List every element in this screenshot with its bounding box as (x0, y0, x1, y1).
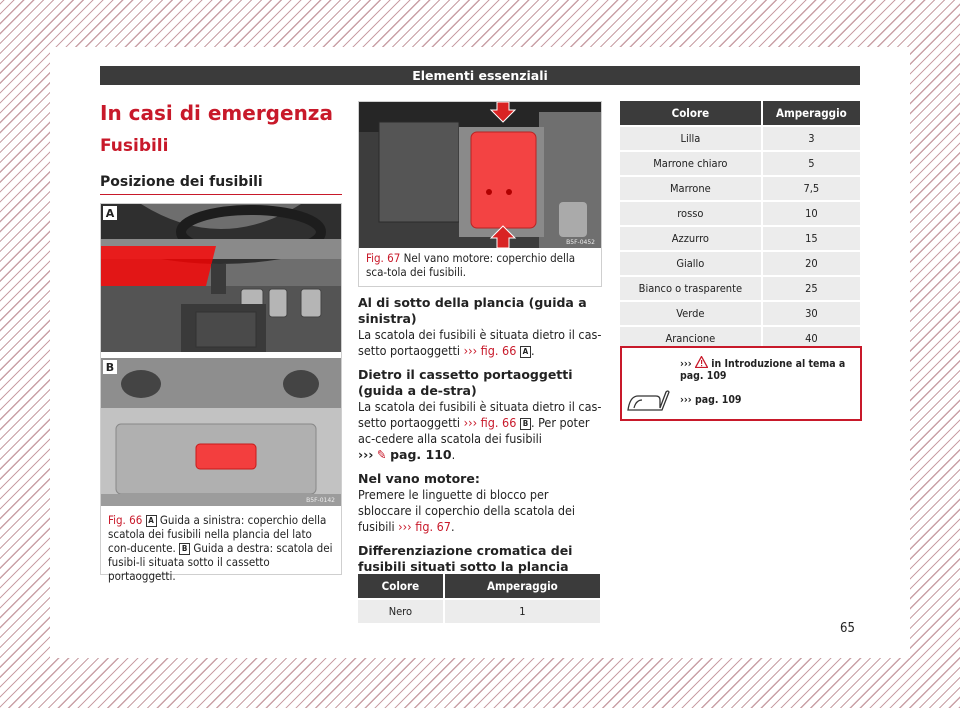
page-title: In casi di emergenza (100, 101, 333, 125)
section-heading-1: Al di sotto della plancia (guida a sinistra) (358, 295, 587, 326)
fuse-color-table-1 (358, 574, 600, 623)
note-ref-text: pag. 109 (694, 394, 742, 406)
table-row (620, 226, 860, 251)
ref-arrows: ››› (358, 447, 374, 462)
table-cell: 7,5 (762, 176, 860, 201)
table-cell: Nero (358, 599, 444, 623)
label-a-icon: A (520, 346, 531, 358)
page-number: 65 (840, 621, 855, 636)
section-header: Elementi essenziali (100, 66, 860, 85)
section-heading-3: Nel vano motore: (358, 471, 480, 486)
figure-67-caption (366, 251, 596, 279)
table-cell: 15 (762, 226, 860, 251)
figure-code: B5F-0142 (306, 497, 335, 504)
column-header: Colore (620, 101, 762, 126)
warning-triangle-icon (695, 356, 708, 368)
table-cell: Verde (620, 301, 762, 326)
table-row (620, 151, 860, 176)
fig-67-link[interactable]: fig. 67 (415, 519, 451, 534)
label-b-icon: B (520, 418, 531, 430)
table-cell: Azzurro (620, 226, 762, 251)
table-cell: 40 (762, 326, 860, 350)
column-header: Colore (358, 574, 444, 599)
table-row (358, 599, 600, 623)
section-title: Fusibili (100, 136, 169, 156)
panel-a-label: A (105, 207, 115, 220)
section-heading-4: Differenziazione cromatica dei fusibili situati sotto la plancia (358, 543, 573, 574)
section-heading-2: Dietro il cassetto portaoggetti (guida a de-stra) (358, 367, 573, 398)
paragraph: La scatola dei fusibili è situata dietro il cas-setto portaoggetti (358, 399, 602, 430)
table-cell: Bianco o trasparente (620, 276, 762, 301)
ref-arrows: ››› (680, 358, 692, 370)
table-cell: 25 (762, 276, 860, 301)
table-cell: 30 (762, 301, 860, 326)
ref-arrows: ››› (398, 519, 412, 534)
table-cell: 5 (762, 151, 860, 176)
cross-reference-box (620, 346, 862, 421)
heading-divider (100, 194, 342, 195)
ref-arrows: ››› (680, 394, 692, 406)
table-row (620, 176, 860, 201)
hand-note-icon: ✎ (377, 447, 387, 462)
table-cell: Marrone chiaro (620, 151, 762, 176)
figure-number: Fig. 67 (366, 251, 401, 265)
table-cell: rosso (620, 201, 762, 226)
table-cell: 20 (762, 251, 860, 276)
ref-arrows: ››› (463, 415, 478, 430)
warning-ref-text: in Introduzione al tema a pag. 109 (680, 358, 846, 382)
table-row (620, 201, 860, 226)
figure-67-illustration (359, 102, 601, 248)
paragraph: . Per poter ac-cedere alla scatola dei fusibili (358, 415, 590, 446)
caption-text: Nel vano motore: coperchio della sca-tola dei fusibili. (366, 251, 576, 279)
table-row (620, 276, 860, 301)
figure-66-illustration (101, 204, 341, 506)
page-110-link[interactable]: pag. 110 (390, 447, 452, 462)
column-header: Amperaggio (762, 101, 860, 126)
fuse-color-table-2 (620, 101, 860, 350)
subsection-title: Posizione dei fusibili (100, 174, 263, 190)
figure-code: B5F-0452 (566, 239, 595, 246)
table-cell: 1 (444, 599, 600, 623)
figure-66-caption (108, 513, 336, 583)
label-b-icon: B (179, 543, 190, 555)
body-text: Al di sotto della plancia (guida a sinistra) La scatola dei fusibili è situata dietro il cas-setto portaoggetti ››› fig. 66 A . Dietro il cassetto portaoggetti (guida a de-stra) La scatola dei fusibili è situata dietro il cas-setto portaoggetti ››› fig. 66 B . Per poter ac-cedere alla scatola dei fusibili ››› ✎ pag. 110. Nel vano motore: Premere le linguette di blocco per sbloccare il coperchio della scatola dei fusibili ››› fig. 67. Differenziazione cromatica dei fusibili situati sotto la plancia (358, 295, 602, 574)
caption-text-a: Guida a sinistra: coperchio della scatola dei fusibili nella plancia del lato con-ducente. (108, 513, 327, 555)
environment-note-icon (626, 388, 670, 412)
table-cell: Lilla (620, 126, 762, 151)
table-cell: Giallo (620, 251, 762, 276)
warning-reference[interactable] (680, 356, 860, 382)
label-a-icon: A (146, 515, 157, 527)
paragraph: La scatola dei fusibili è situata dietro il cas-setto portaoggetti (358, 327, 602, 358)
panel-b-label: B (105, 361, 115, 374)
table-cell: Arancione (620, 326, 762, 350)
fig-66-link[interactable]: fig. 66 (480, 415, 517, 430)
paragraph: Premere le linguette di blocco per sbloccare il coperchio della scatola dei fusibili (358, 487, 576, 534)
table-row (620, 301, 860, 326)
table-row (620, 251, 860, 276)
table-row (620, 126, 860, 151)
caption-text-b: Guida a destra: scatola dei fusibi-li situata sotto il cassetto portaoggetti. (108, 541, 333, 583)
ref-arrows: ››› (463, 343, 478, 358)
figure-number: Fig. 66 (108, 513, 143, 527)
note-reference[interactable] (680, 394, 741, 406)
table-cell: Marrone (620, 176, 762, 201)
fig-66-link[interactable]: fig. 66 (480, 343, 517, 358)
column-header: Amperaggio (444, 574, 600, 599)
table-cell: 10 (762, 201, 860, 226)
table-cell: 3 (762, 126, 860, 151)
